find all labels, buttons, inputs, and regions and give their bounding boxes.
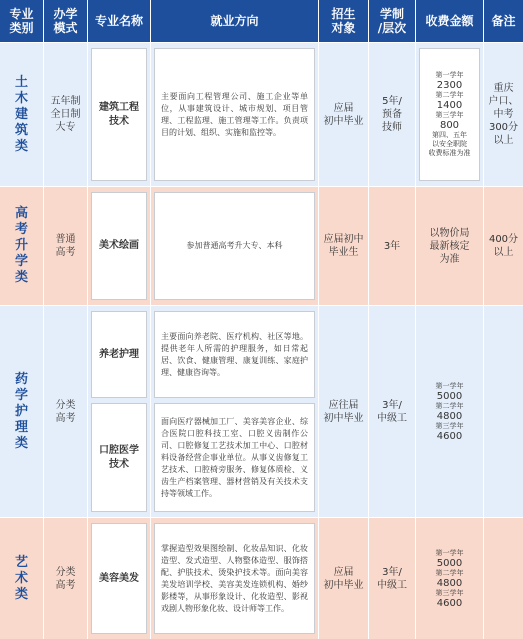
fee-art-label-1: 第一学年 <box>435 548 464 557</box>
mode-civil-text: 五年制 全日制 大专 <box>50 96 81 133</box>
fee-gaokao-text: 以物价局 最新核定 为准 <box>429 227 470 265</box>
note-gaokao-text: 400分 以上 <box>488 234 519 258</box>
fee-gaokao <box>416 187 483 305</box>
header-note <box>484 0 523 42</box>
note-art <box>484 518 523 639</box>
major-nursing-cell <box>88 306 150 517</box>
career-civil <box>154 48 315 181</box>
major-dental-text: 口腔医学 技术 <box>99 444 139 470</box>
header-category <box>0 0 43 42</box>
career-elderly-care <box>154 311 315 398</box>
category-nursing <box>0 306 43 517</box>
header-note-text: 备注 <box>491 14 516 28</box>
header-fee <box>416 0 483 42</box>
fee-nursing-label-2: 第二学年 <box>435 401 464 410</box>
major-gaokao-cell <box>88 187 150 305</box>
category-art <box>0 518 43 639</box>
header-target <box>319 0 368 42</box>
major-civil-cell <box>88 43 150 186</box>
system-art-text: 3年/ 中级工 <box>377 566 407 591</box>
fee-nursing-label-1: 第一学年 <box>435 381 464 390</box>
target-nursing-text: 应往届 初中毕业 <box>323 399 364 424</box>
note-nursing <box>484 306 523 517</box>
note-civil-text: 重庆 户口、 中考 300分 以上 <box>488 83 519 146</box>
system-gaokao-text: 3年 <box>383 240 401 252</box>
header-mode <box>44 0 87 42</box>
header-system <box>369 0 415 42</box>
fee-nursing-amount-3: 4600 <box>436 430 463 442</box>
target-gaokao-text: 应届初中 毕业生 <box>323 234 364 258</box>
major-civil <box>91 48 147 181</box>
category-art-text: 艺 术 类 <box>14 554 28 602</box>
category-gaokao-text: 高 考 升 学 类 <box>14 206 28 285</box>
header-category-text: 专业 类别 <box>9 7 34 35</box>
mode-art-text: 分类 高考 <box>55 566 76 591</box>
target-gaokao <box>319 187 368 305</box>
system-nursing <box>369 306 415 517</box>
category-civil <box>0 43 43 186</box>
career-beauty <box>154 523 315 634</box>
header-fee-text: 收费金额 <box>425 14 474 28</box>
fee-art-amount-2: 4800 <box>436 577 463 589</box>
career-dental-text: 面向医疗器械加工厂、美容美容企业、综合医院口腔科技工室、口腔义齿制作公司、口腔修复工艺技术加工中心、口腔材料设备经营企事业单位。从事义齿修复工艺技术、口腔椅旁服务、修复体质检、义齿生产档案管理、器材营销及有关技术支持等领域工作。 <box>161 416 308 498</box>
career-dental <box>154 403 315 512</box>
career-civil-cell <box>151 43 318 186</box>
system-civil-text: 5年/ 预备 技师 <box>382 96 402 133</box>
fee-civil-label-3: 第三学年 <box>435 111 464 119</box>
category-civil-text: 土 木 建 筑 类 <box>14 74 28 154</box>
fee-civil <box>419 48 480 181</box>
target-art-text: 应届 初中毕业 <box>323 566 364 591</box>
major-gaokao <box>91 192 147 300</box>
mode-gaokao <box>44 187 87 305</box>
major-dental <box>91 403 147 512</box>
major-gaokao-text: 美术绘画 <box>99 240 139 251</box>
career-beauty-text: 掌握造型效果图绘制、化妆品知识、化妆造型、发式造型、人物整体造型、服饰搭配、护肤技术、烫染护技术等。面向美容美发培训学校、美容美发连锁机构、婚纱影楼等，从事形象设计、化妆造型、影视戏剧人物形象化妆、设计师等工作。 <box>161 543 308 613</box>
major-civil-text: 建筑工程 技术 <box>99 101 139 127</box>
mode-civil <box>44 43 87 186</box>
major-elderly-care-text: 养老护理 <box>99 348 139 360</box>
major-art-cell <box>88 518 150 639</box>
fee-civil-note: 第四、五年 以安全职院 收费标准为准 <box>428 131 471 157</box>
fee-civil-amount-1: 2300 <box>436 80 463 91</box>
mode-nursing-text: 分类 高考 <box>55 399 76 424</box>
fee-civil-label-1: 第一学年 <box>435 71 464 79</box>
fee-art <box>416 518 483 639</box>
career-elderly-care-text: 主要面向养老院、医疗机构、社区等地。提供老年人所需的护理服务，如日常起居、饮食、健康管理、康复训练、家庭护理、健康咨询等。 <box>161 331 308 377</box>
fee-civil-amount-2: 1400 <box>436 100 463 111</box>
header-target-text: 招生 对象 <box>331 7 356 35</box>
category-nursing-text: 药 学 护 理 类 <box>14 371 28 451</box>
fee-nursing-amount-2: 4800 <box>436 410 463 422</box>
fee-nursing-amount-1: 5000 <box>436 390 463 402</box>
career-gaokao <box>154 192 315 300</box>
header-mode-text: 办学 模式 <box>53 7 78 35</box>
header-career <box>151 0 318 42</box>
mode-art <box>44 518 87 639</box>
category-gaokao <box>0 187 43 305</box>
note-civil <box>484 43 523 186</box>
mode-gaokao-text: 普通 高考 <box>55 234 76 258</box>
system-art <box>369 518 415 639</box>
header-major-text: 专业名称 <box>94 14 143 28</box>
major-beauty-text: 美容美发 <box>99 572 139 584</box>
fee-nursing-label-3: 第三学年 <box>435 421 464 430</box>
system-nursing-text: 3年/ 中级工 <box>377 399 407 424</box>
target-art <box>319 518 368 639</box>
system-gaokao <box>369 187 415 305</box>
target-nursing <box>319 306 368 517</box>
career-art-cell <box>151 518 318 639</box>
target-civil-text: 应届 初中毕业 <box>323 102 364 127</box>
career-civil-text: 主要面向工程管理公司、施工企业等单位，从事建筑设计、城市规划、项目管理、工程监理、施工管理等工作。负责项目的计划、组织、实施和监控等。 <box>161 91 308 137</box>
target-civil <box>319 43 368 186</box>
header-major <box>88 0 150 42</box>
fee-art-label-3: 第三学年 <box>435 588 464 597</box>
fee-art-label-2: 第二学年 <box>435 568 464 577</box>
major-elderly-care <box>91 311 147 398</box>
fee-art-amount-1: 5000 <box>436 557 463 569</box>
system-civil <box>369 43 415 186</box>
header-career-text: 就业方向 <box>210 14 259 28</box>
fee-civil-label-2: 第二学年 <box>435 91 464 99</box>
note-gaokao <box>484 187 523 305</box>
career-gaokao-text: 参加普通高考升大专、本科 <box>186 241 283 250</box>
career-gaokao-cell <box>151 187 318 305</box>
header-system-text: 学制 /层次 <box>377 7 407 35</box>
fee-civil-cell <box>416 43 483 186</box>
fee-civil-amount-3: 800 <box>439 120 460 131</box>
mode-nursing <box>44 306 87 517</box>
major-beauty <box>91 523 147 634</box>
fee-art-amount-3: 4600 <box>436 597 463 609</box>
fee-nursing <box>416 306 483 517</box>
career-nursing-cell <box>151 306 318 517</box>
